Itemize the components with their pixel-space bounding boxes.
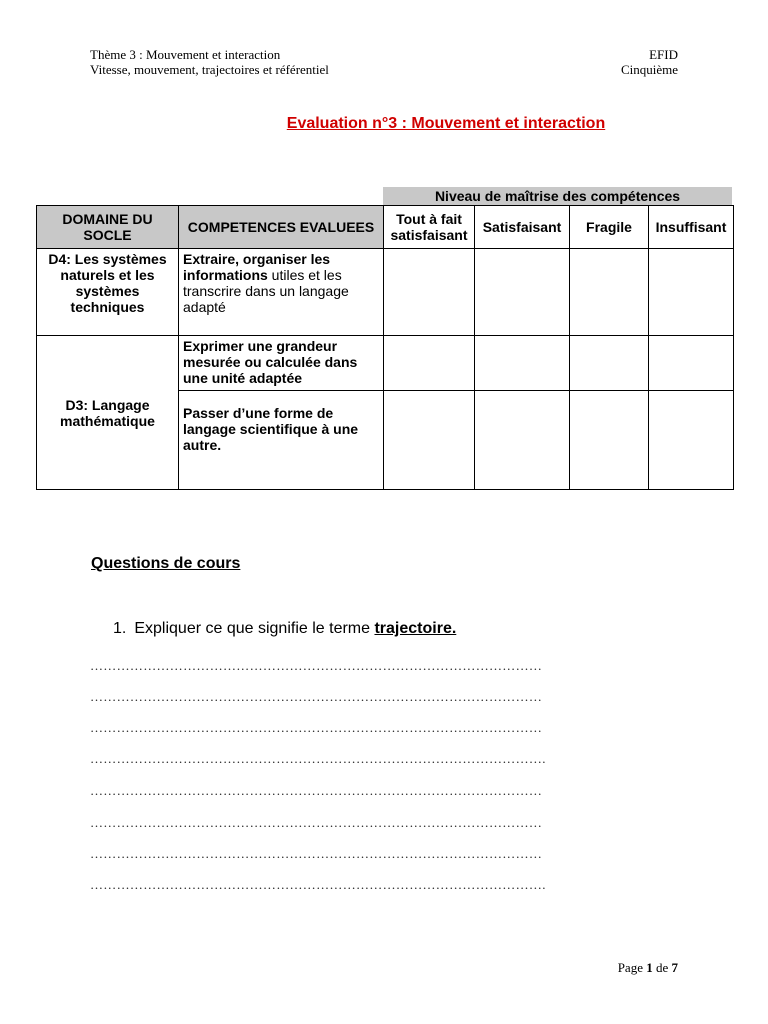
level-cell[interactable] bbox=[649, 249, 734, 336]
competence-cell bbox=[179, 336, 384, 391]
level-cell[interactable] bbox=[649, 336, 734, 391]
evaluation-table bbox=[36, 205, 734, 490]
level-cell[interactable] bbox=[475, 391, 570, 490]
page-current: 1 bbox=[646, 960, 653, 975]
header-theme: Thème 3 : Mouvement et interaction bbox=[90, 47, 281, 62]
domain-cell-d3: D3: Langage mathématique bbox=[37, 336, 179, 490]
answer-line[interactable]: ………………………………………………………………………………………… bbox=[90, 720, 543, 735]
competence-bold-text: Extraire, organiser les informations bbox=[183, 251, 331, 283]
level-cell[interactable] bbox=[384, 391, 475, 490]
question-1 bbox=[113, 620, 456, 638]
header-level-fragile: Fragile bbox=[570, 206, 649, 249]
table-row bbox=[37, 336, 734, 391]
section-title: Questions de cours bbox=[91, 555, 241, 572]
header-domain: DOMAINE DU SOCLE bbox=[37, 206, 179, 249]
header-subtitle: Vitesse, mouvement, trajectoires et référentiel bbox=[90, 62, 329, 77]
document-header-left bbox=[90, 47, 329, 77]
answer-line[interactable]: …………………………………………………………………………………………. bbox=[90, 877, 546, 892]
header-level-satisfying: Satisfaisant bbox=[475, 206, 570, 249]
answer-line[interactable]: ………………………………………………………………………………………… bbox=[90, 846, 543, 861]
document-header-right bbox=[621, 47, 678, 77]
domain-cell-d4: D4: Les systèmes naturels et les systèmes techniques bbox=[37, 249, 179, 336]
level-cell[interactable] bbox=[384, 249, 475, 336]
table-header-row bbox=[37, 206, 734, 249]
table-row bbox=[37, 249, 734, 336]
page-separator: de bbox=[652, 960, 672, 975]
question-number: 1. bbox=[113, 620, 127, 637]
level-cell[interactable] bbox=[570, 249, 649, 336]
competence-cell bbox=[179, 249, 384, 336]
header-level-very-satisfying: Tout à fait satisfaisant bbox=[384, 206, 475, 249]
header-level-insufficient: Insuffisant bbox=[649, 206, 734, 249]
competence-text: utiles et les transcrire dans un langage adapté bbox=[183, 267, 349, 315]
answer-line[interactable]: ………………………………………………………………………………………… bbox=[90, 815, 543, 830]
page-total: 7 bbox=[671, 960, 678, 975]
level-cell[interactable] bbox=[649, 391, 734, 490]
page-prefix: Page bbox=[617, 960, 647, 975]
question-term: trajectoire. bbox=[374, 620, 457, 637]
level-cell[interactable] bbox=[475, 336, 570, 391]
page-number bbox=[618, 960, 678, 976]
question-text: Expliquer ce que signifie le terme bbox=[134, 620, 375, 637]
level-cell[interactable] bbox=[475, 249, 570, 336]
competence-cell bbox=[179, 391, 384, 490]
answer-line[interactable]: ………………………………………………………………………………………… bbox=[90, 783, 543, 798]
page-title: Evaluation n°3 : Mouvement et interaction bbox=[286, 115, 606, 132]
header-competences: COMPETENCES EVALUEES bbox=[179, 206, 384, 249]
competence-bold-text: Passer d’une forme de langage scientifique à une autre. bbox=[183, 405, 359, 453]
level-cell[interactable] bbox=[570, 391, 649, 490]
header-class: Cinquième bbox=[620, 62, 678, 77]
competency-level-banner: Niveau de maîtrise des compétences bbox=[383, 187, 732, 205]
header-school: EFID bbox=[649, 47, 678, 62]
competence-bold-text: Exprimer une grandeur mesurée ou calculée dans une unité adaptée bbox=[183, 338, 358, 386]
level-cell[interactable] bbox=[384, 336, 475, 391]
level-cell[interactable] bbox=[570, 336, 649, 391]
answer-line[interactable]: …………………………………………………………………………………………. bbox=[90, 751, 546, 766]
answer-line[interactable]: ………………………………………………………………………………………… bbox=[90, 689, 543, 704]
answer-line[interactable]: ………………………………………………………………………………………… bbox=[90, 658, 543, 673]
